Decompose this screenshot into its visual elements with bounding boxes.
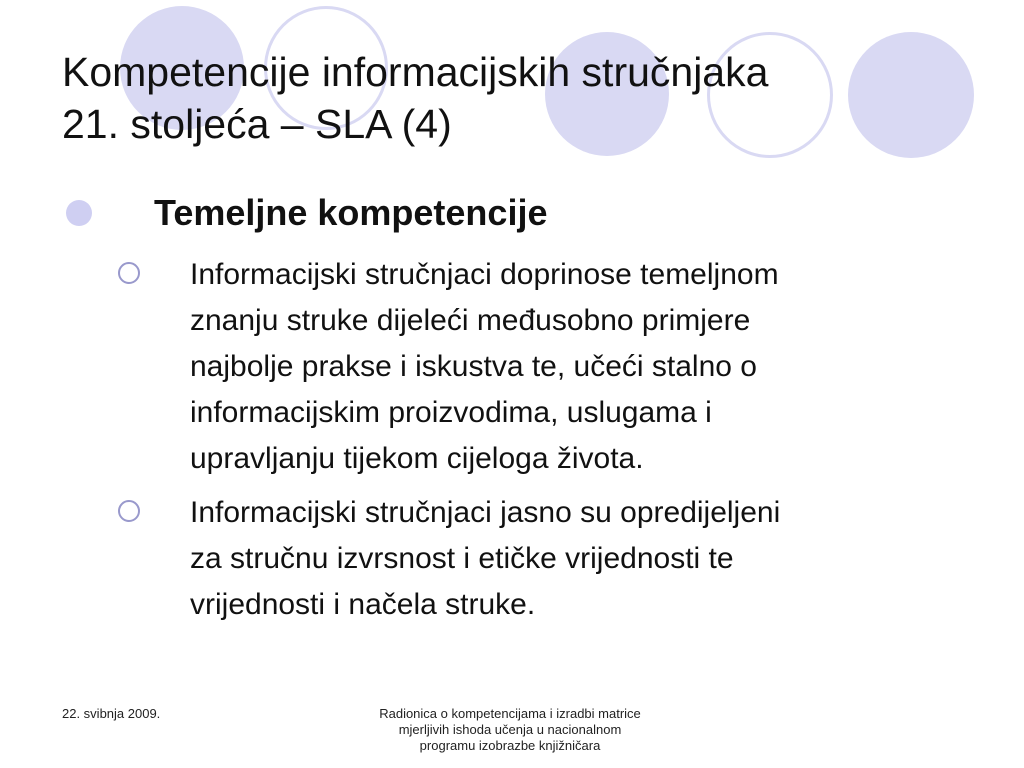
footer-caption bbox=[330, 706, 690, 754]
footer-caption-line: Radionica o kompetencijama i izradbi matrice bbox=[379, 706, 641, 721]
list-item-line: informacijskim proizvodima, uslugama i bbox=[190, 396, 712, 429]
slide-title-line-2: 21. stoljeća – SLA (4) bbox=[62, 101, 452, 147]
footer-caption-line: programu izobrazbe knjižničara bbox=[419, 738, 601, 753]
hollow-circle-bullet-icon bbox=[118, 500, 140, 522]
footer-date: 22. svibnja 2009. bbox=[62, 706, 161, 721]
list-item-line: Informacijski stručnjaci jasno su opredijeljeni bbox=[190, 496, 781, 529]
slide-title bbox=[62, 46, 962, 150]
footer-caption-line: mjerljivih ishoda učenja u nacionalnom bbox=[398, 722, 622, 737]
slide-title-line-1: Kompetencije informacijskih stručnjaka bbox=[62, 49, 769, 95]
list-item-line: upravljanju tijekom cijeloga života. bbox=[190, 442, 644, 475]
list-item-line: Informacijski stručnjaci doprinose temeljnom bbox=[190, 258, 779, 291]
list-item-line: vrijednosti i načela struke. bbox=[190, 588, 536, 621]
list-item-line: znanju struke dijeleći međusobno primjere bbox=[190, 304, 751, 337]
filled-circle-bullet-icon bbox=[66, 200, 92, 226]
hollow-circle-bullet-icon bbox=[118, 262, 140, 284]
list-item-line: najbolje prakse i iskustva te, učeći stalno o bbox=[190, 350, 757, 383]
list-item-text bbox=[190, 490, 980, 628]
list-item-text bbox=[190, 252, 980, 482]
section-heading: Temeljne kompetencije bbox=[154, 192, 548, 233]
list-item-line: za stručnu izvrsnost i etičke vrijednosti te bbox=[190, 542, 734, 575]
